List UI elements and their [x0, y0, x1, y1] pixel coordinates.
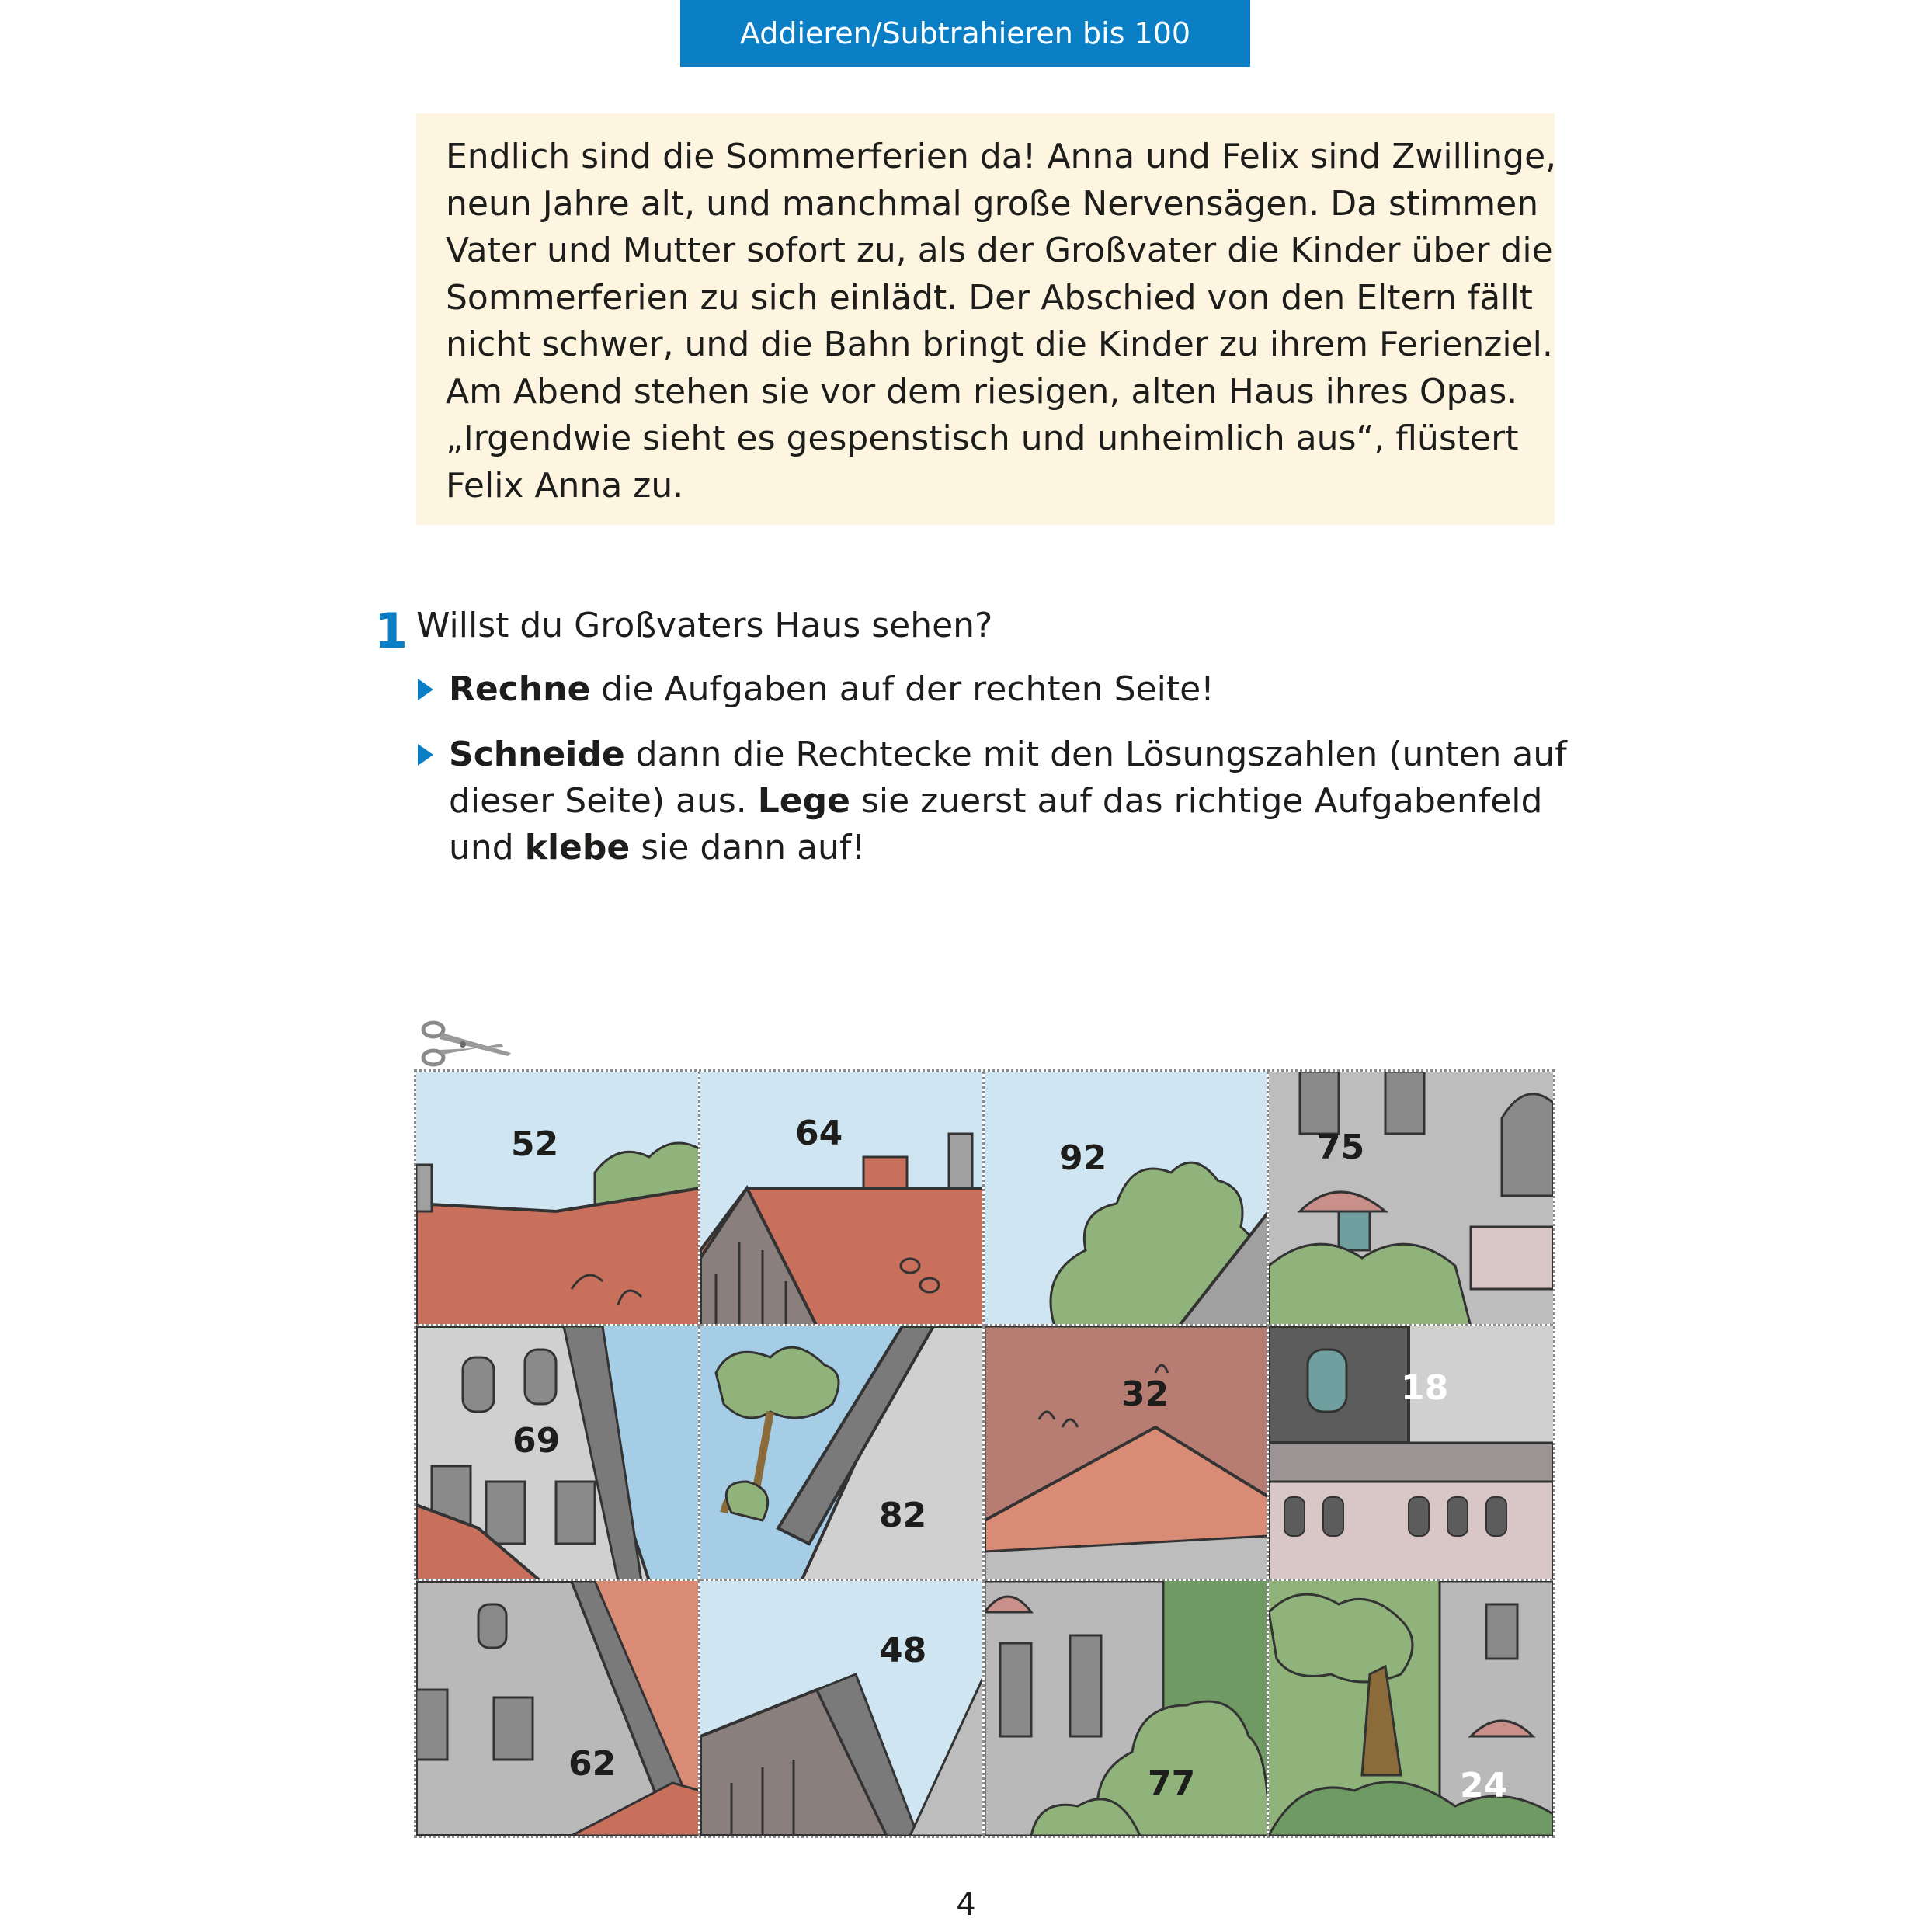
puzzle-tile[interactable]	[985, 1072, 1269, 1326]
task-question: Willst du Großvaters Haus sehen?	[416, 606, 993, 645]
puzzle-tile[interactable]	[700, 1072, 985, 1326]
puzzle-tile[interactable]	[416, 1326, 700, 1581]
section-header: Addieren/Subtrahieren bis 100	[680, 0, 1250, 67]
puzzle-tile[interactable]	[700, 1326, 985, 1581]
tile-number: 92	[1059, 1138, 1107, 1178]
triangle-bullet-icon	[418, 744, 433, 766]
triangle-bullet-icon	[418, 679, 433, 700]
story-line: neun Jahre alt, und manchmal große Nervensägen. Da stimmen	[446, 183, 1539, 224]
puzzle-tile[interactable]	[985, 1581, 1269, 1836]
puzzle-tile[interactable]	[1269, 1581, 1553, 1836]
puzzle-grid	[416, 1072, 1553, 1836]
story-line: Vater und Mutter sofort zu, als der Großvater die Kinder über die	[446, 231, 1553, 270]
task-number: 1	[374, 603, 408, 659]
story-line: nicht schwer, und die Bahn bringt die Kinder zu ihrem Ferienziel.	[446, 325, 1553, 364]
puzzle-tile[interactable]	[1269, 1326, 1553, 1581]
tile-number: 77	[1148, 1764, 1196, 1804]
tile-number: 18	[1401, 1368, 1449, 1408]
puzzle-tile[interactable]	[416, 1072, 700, 1326]
instruction-text	[449, 666, 1214, 713]
instruction-rest: sie dann auf!	[630, 828, 866, 867]
tile-number: 82	[879, 1496, 927, 1535]
instruction-verb: Rechne	[449, 669, 591, 709]
tile-number: 48	[879, 1631, 927, 1670]
instruction-verb: klebe	[524, 828, 631, 867]
instruction-rest: und	[449, 828, 525, 867]
instruction-rest: dieser Seite) aus.	[449, 781, 758, 821]
tile-number: 75	[1317, 1128, 1365, 1167]
story-line: Endlich sind die Sommerferien da! Anna und Felix sind Zwillinge,	[446, 137, 1557, 176]
instruction-rest: die Aufgaben auf der rechten Seite!	[590, 669, 1214, 709]
instruction-rest: sie zuerst auf das richtige Aufgabenfeld	[850, 781, 1543, 821]
page-number: 4	[956, 1887, 976, 1923]
puzzle-tile[interactable]	[700, 1581, 985, 1836]
tile-number: 32	[1121, 1374, 1169, 1414]
puzzle-tile[interactable]	[985, 1326, 1269, 1581]
story-line: Felix Anna zu.	[446, 465, 684, 506]
instruction-verb: Schneide	[449, 735, 625, 774]
story-line: „Irgendwie sieht es gespenstisch und unheimlich aus“, flüstert	[446, 419, 1519, 458]
tile-number: 64	[795, 1114, 843, 1153]
scissors-icon	[416, 1019, 517, 1073]
story-line: Sommerferien zu sich einlädt. Der Abschied von den Eltern fällt	[446, 277, 1533, 318]
story-line: Am Abend stehen sie vor dem riesigen, alten Haus ihres Opas.	[446, 371, 1518, 412]
instruction-text	[449, 731, 1567, 871]
tile-number: 52	[511, 1124, 559, 1164]
tile-number: 69	[513, 1421, 561, 1461]
instruction-rest: dann die Rechtecke mit den Lösungszahlen (unten auf	[624, 735, 1567, 774]
story-box	[416, 113, 1555, 525]
tile-number: 62	[568, 1744, 617, 1784]
tile-number: 24	[1460, 1766, 1508, 1805]
puzzle-tile[interactable]	[1269, 1072, 1553, 1326]
instruction-verb: Lege	[757, 781, 850, 821]
puzzle-tile[interactable]	[416, 1581, 700, 1836]
